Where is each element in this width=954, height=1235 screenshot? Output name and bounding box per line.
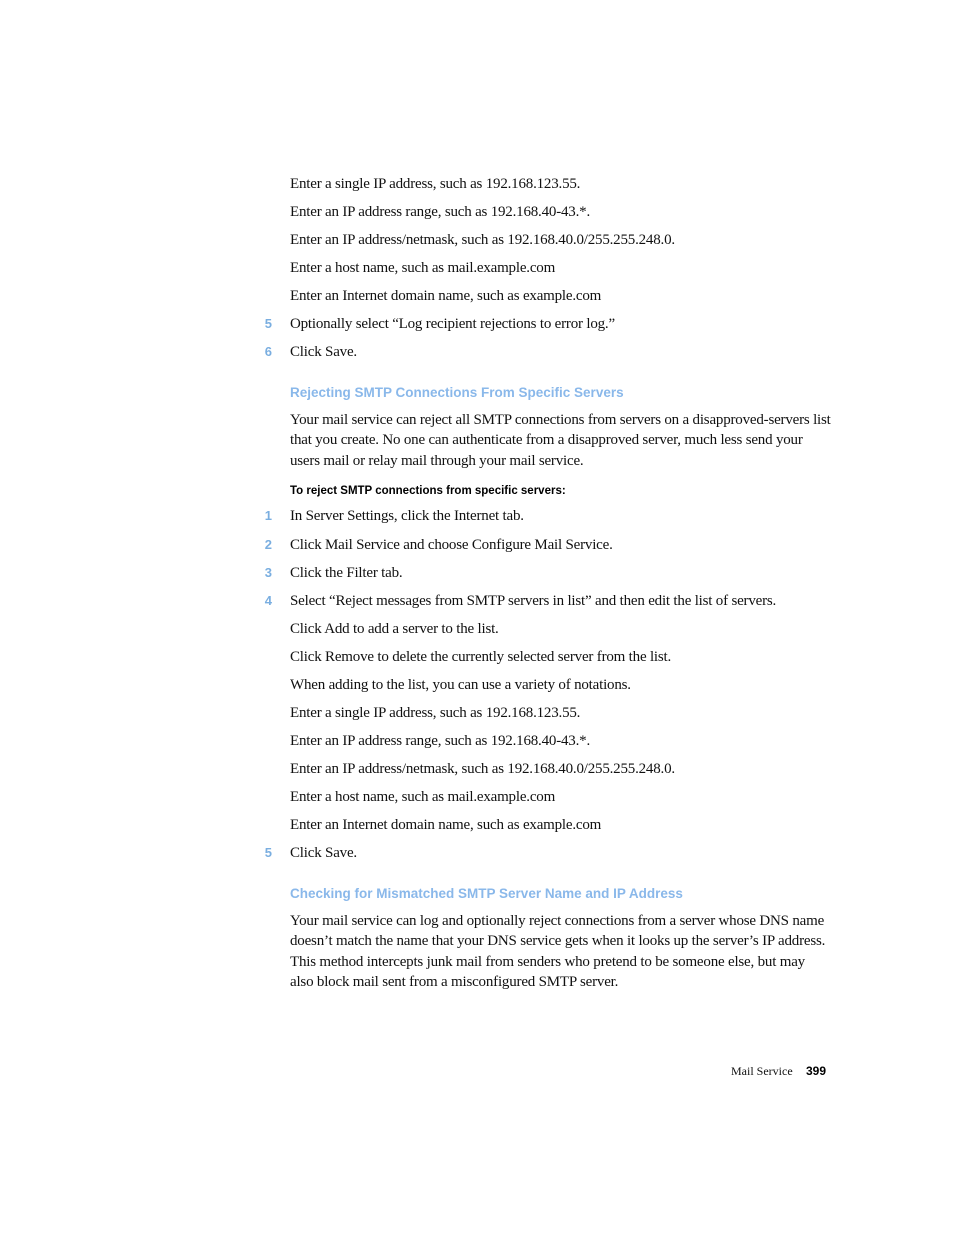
notation-domain-name: Enter an Internet domain name, such as example.com xyxy=(290,288,602,304)
step-text: Click Save. xyxy=(290,344,357,360)
step-text: Click the Filter tab. xyxy=(290,565,403,581)
step-text: Optionally select “Log recipient rejections to error log.” xyxy=(290,316,615,332)
step-text: Select “Reject messages from SMTP servers in list” and then edit the list of servers. xyxy=(290,593,777,609)
page-number: 399 xyxy=(806,1064,827,1078)
task-heading: To reject SMTP connections from specific servers: xyxy=(290,485,566,497)
footer-section-label: Mail Service xyxy=(731,1064,793,1078)
notation-host-name: Enter a host name, such as mail.example.com xyxy=(290,260,556,276)
notation-ip-range: Enter an IP address range, such as 192.168.40-43.*. xyxy=(290,204,591,220)
step-text: In Server Settings, click the Internet tab. xyxy=(290,508,524,524)
notation-ip-range: Enter an IP address range, such as 192.168.40-43.*. xyxy=(290,733,591,749)
paragraph-line: that you create. No one can authenticate from a disapproved server, much less send your xyxy=(290,432,803,449)
step-number: 5 xyxy=(264,316,272,331)
notation-domain-name: Enter an Internet domain name, such as example.com xyxy=(290,817,602,833)
step-text: Click Save. xyxy=(290,845,357,861)
paragraph-line: Your mail service can log and optionally reject connections from a server whose DNS name xyxy=(290,913,825,929)
paragraph-line: doesn’t match the name that your DNS service gets when it looks up the server’s IP address. xyxy=(290,933,826,950)
section-paragraph xyxy=(290,410,835,471)
step-number: 2 xyxy=(264,537,272,552)
paragraph-line: This method intercepts junk mail from senders who pretend to be someone else, but may xyxy=(290,953,805,970)
step-number: 1 xyxy=(264,508,272,523)
step-number: 6 xyxy=(264,344,272,359)
step-text: Click Mail Service and choose Configure Mail Service. xyxy=(290,537,613,553)
paragraph-line: also block mail sent from a misconfigured SMTP server. xyxy=(290,973,619,990)
section-paragraph xyxy=(290,911,835,992)
section-heading: Rejecting SMTP Connections From Specific Servers xyxy=(290,385,624,400)
step-detail: Click Remove to delete the currently selected server from the list. xyxy=(290,649,672,665)
step-number: 5 xyxy=(264,845,272,860)
step-detail: Click Add to add a server to the list. xyxy=(290,621,499,637)
notation-single-ip: Enter a single IP address, such as 192.168.123.55. xyxy=(290,176,581,192)
notation-single-ip: Enter a single IP address, such as 192.168.123.55. xyxy=(290,705,581,721)
paragraph-line: users mail or relay mail through your mail service. xyxy=(290,452,584,469)
section-heading: Checking for Mismatched SMTP Server Name and IP Address xyxy=(290,886,683,901)
notation-host-name: Enter a host name, such as mail.example.com xyxy=(290,789,556,805)
step-number: 3 xyxy=(264,565,272,580)
notation-ip-netmask: Enter an IP address/netmask, such as 192.168.40.0/255.255.248.0. xyxy=(290,761,675,777)
step-number: 4 xyxy=(264,593,272,608)
step-detail: When adding to the list, you can use a variety of notations. xyxy=(290,677,631,693)
paragraph-line: Your mail service can reject all SMTP connections from servers on a disapproved-servers list xyxy=(290,412,831,428)
notation-ip-netmask: Enter an IP address/netmask, such as 192.168.40.0/255.255.248.0. xyxy=(290,232,675,248)
